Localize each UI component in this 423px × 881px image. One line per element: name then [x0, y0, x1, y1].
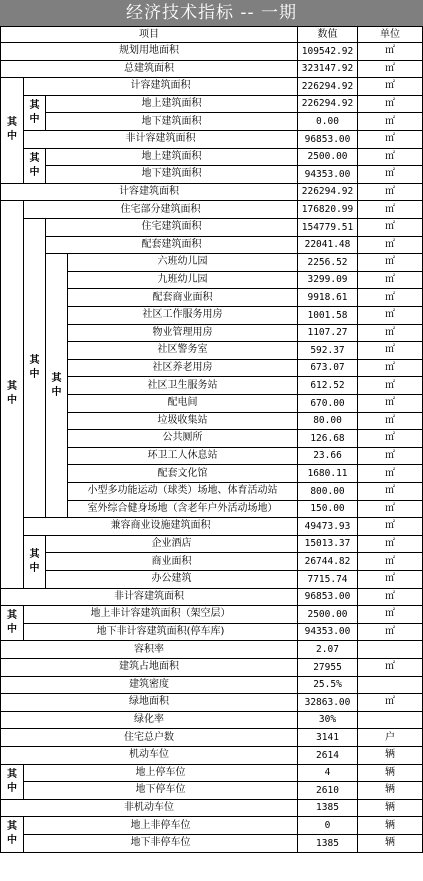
row-unit: ㎡ [358, 448, 423, 466]
row-label: 地上建筑面积 [46, 96, 298, 114]
qizhong-group-label [0, 817, 24, 852]
row-label: 配套文化馆 [68, 465, 298, 483]
row-unit: ㎡ [358, 571, 423, 589]
qizhong-group-label [24, 149, 46, 184]
qizhong-char: 中 [29, 562, 40, 574]
qizhong-char: 中 [7, 131, 17, 143]
row-label: 计容建筑面积 [24, 78, 298, 96]
row-value: 22041.48 [298, 237, 358, 255]
row-value: 80.00 [298, 413, 358, 431]
row-unit: ㎡ [358, 589, 423, 607]
row-unit: ㎡ [358, 43, 423, 61]
qizhong-char: 其 [29, 355, 40, 367]
row-value: 612.52 [298, 377, 358, 395]
row-value: 323147.92 [298, 61, 358, 79]
qizhong-group-label [24, 219, 46, 518]
row-value: 226294.92 [298, 184, 358, 202]
qizhong-char: 中 [51, 386, 62, 398]
row-label: 建筑密度 [0, 677, 298, 695]
row-unit: ㎡ [358, 272, 423, 290]
row-unit: ㎡ [358, 518, 423, 536]
row-label: 配套建筑面积 [46, 237, 298, 255]
qizhong-char: 其 [29, 152, 40, 164]
row-label: 住宅建筑面积 [46, 219, 298, 237]
row-value: 673.07 [298, 360, 358, 378]
row-label: 规划用地面积 [0, 43, 298, 61]
qizhong-group-label [46, 254, 68, 518]
qizhong-char: 中 [7, 624, 17, 636]
row-value: 1001.58 [298, 307, 358, 325]
row-unit: ㎡ [358, 465, 423, 483]
row-value: 32863.00 [298, 694, 358, 712]
row-unit: ㎡ [358, 113, 423, 131]
row-label: 地下非停车位 [24, 835, 298, 853]
qizhong-char: 其 [29, 99, 40, 111]
row-unit: ㎡ [358, 325, 423, 343]
row-value: 94353.00 [298, 624, 358, 642]
row-value: 1107.27 [298, 325, 358, 343]
qizhong-char: 其 [7, 381, 17, 393]
row-label: 绿化率 [0, 712, 298, 730]
qizhong-char: 中 [29, 166, 40, 178]
qizhong-group-label [0, 606, 24, 641]
qizhong-group-label [24, 536, 46, 589]
row-label: 社区警务室 [68, 342, 298, 360]
row-label: 容积率 [0, 641, 298, 659]
qizhong-char: 其 [29, 548, 40, 560]
row-unit: 辆 [358, 835, 423, 853]
row-label: 垃圾收集站 [68, 413, 298, 431]
qizhong-char: 其 [7, 768, 17, 780]
row-label: 社区养老用房 [68, 360, 298, 378]
row-unit: ㎡ [358, 694, 423, 712]
row-value: 94353.00 [298, 166, 358, 184]
row-unit: 户 [358, 729, 423, 747]
row-value: 2.07 [298, 641, 358, 659]
row-unit: ㎡ [358, 131, 423, 149]
row-label: 地上非停车位 [24, 817, 298, 835]
row-label: 建筑占地面积 [0, 659, 298, 677]
row-value: 96853.00 [298, 589, 358, 607]
row-unit: ㎡ [358, 307, 423, 325]
row-label: 地下建筑面积 [46, 113, 298, 131]
row-value: 25.5% [298, 677, 358, 695]
row-label: 地上建筑面积 [46, 149, 298, 167]
qizhong-char: 中 [7, 835, 17, 847]
row-value: 2610 [298, 782, 358, 800]
row-label: 物业管理用房 [68, 325, 298, 343]
row-unit: ㎡ [358, 149, 423, 167]
row-label: 办公建筑 [46, 571, 298, 589]
row-value: 1385 [298, 835, 358, 853]
row-value: 96853.00 [298, 131, 358, 149]
row-label: 社区卫生服务站 [68, 377, 298, 395]
qizhong-group-label [0, 765, 24, 800]
qizhong-group-label [0, 201, 24, 588]
row-label: 非机动车位 [0, 800, 298, 818]
row-unit: ㎡ [358, 61, 423, 79]
row-value: 27955 [298, 659, 358, 677]
row-unit: ㎡ [358, 289, 423, 307]
row-value: 1385 [298, 800, 358, 818]
qizhong-char: 中 [29, 113, 40, 125]
row-label: 兼容商业设施建筑面积 [24, 518, 298, 536]
row-value: 150.00 [298, 501, 358, 519]
row-unit: ㎡ [358, 201, 423, 219]
row-value: 226294.92 [298, 78, 358, 96]
qizhong-char: 其 [7, 610, 17, 622]
row-value: 109542.92 [298, 43, 358, 61]
row-unit: ㎡ [358, 413, 423, 431]
qizhong-char: 中 [7, 782, 17, 794]
row-label: 商业面积 [46, 553, 298, 571]
header-unit: 单位 [358, 27, 423, 43]
row-value: 9918.61 [298, 289, 358, 307]
row-label: 总建筑面积 [0, 61, 298, 79]
row-value: 30% [298, 712, 358, 730]
row-label: 地下非计容建筑面积(停车库) [24, 624, 298, 642]
row-unit: ㎡ [358, 395, 423, 413]
qizhong-char: 其 [7, 821, 17, 833]
row-unit: 辆 [358, 747, 423, 765]
row-value: 26744.82 [298, 553, 358, 571]
row-value: 1680.11 [298, 465, 358, 483]
row-value: 4 [298, 765, 358, 783]
row-unit: 辆 [358, 800, 423, 818]
row-value: 0.00 [298, 113, 358, 131]
row-label: 住宅总户数 [0, 729, 298, 747]
qizhong-char: 其 [7, 117, 17, 129]
row-value: 2500.00 [298, 606, 358, 624]
row-unit: ㎡ [358, 254, 423, 272]
row-value: 0 [298, 817, 358, 835]
row-unit: ㎡ [358, 624, 423, 642]
row-value: 3141 [298, 729, 358, 747]
row-unit: ㎡ [358, 659, 423, 677]
row-value: 154779.51 [298, 219, 358, 237]
row-value: 49473.93 [298, 518, 358, 536]
row-unit: ㎡ [358, 360, 423, 378]
row-label: 九班幼儿园 [68, 272, 298, 290]
qizhong-group-label [0, 78, 24, 184]
row-label: 地上非计容建筑面积（架空层） [24, 606, 298, 624]
row-unit: ㎡ [358, 184, 423, 202]
row-unit: ㎡ [358, 553, 423, 571]
row-unit: 辆 [358, 765, 423, 783]
row-label: 非计容建筑面积 [0, 589, 298, 607]
row-unit: ㎡ [358, 606, 423, 624]
row-unit: ㎡ [358, 96, 423, 114]
row-unit [358, 641, 423, 659]
row-label: 公共厕所 [68, 430, 298, 448]
row-value: 2614 [298, 747, 358, 765]
row-label: 绿地面积 [0, 694, 298, 712]
row-unit: ㎡ [358, 78, 423, 96]
row-label: 计容建筑面积 [0, 184, 298, 202]
row-label: 企业酒店 [46, 536, 298, 554]
row-value: 592.37 [298, 342, 358, 360]
row-value: 800.00 [298, 483, 358, 501]
row-label: 地上停车位 [24, 765, 298, 783]
row-unit [358, 712, 423, 730]
row-label: 非计容建筑面积 [24, 131, 298, 149]
row-unit: 辆 [358, 817, 423, 835]
row-value: 7715.74 [298, 571, 358, 589]
row-label: 环卫工人休息站 [68, 448, 298, 466]
row-unit [358, 677, 423, 695]
qizhong-group-label [24, 96, 46, 131]
row-label: 社区工作服务用房 [68, 307, 298, 325]
row-value: 3299.09 [298, 272, 358, 290]
row-label: 室外综合健身场地（含老年户外活动场地） [68, 501, 298, 519]
row-unit: ㎡ [358, 483, 423, 501]
header-value: 数值 [298, 27, 358, 43]
row-unit: ㎡ [358, 219, 423, 237]
row-label: 地下建筑面积 [46, 166, 298, 184]
qizhong-char: 中 [29, 369, 40, 381]
row-label: 配套商业面积 [68, 289, 298, 307]
row-label: 地下停车位 [24, 782, 298, 800]
row-unit: ㎡ [358, 501, 423, 519]
qizhong-char: 其 [51, 372, 62, 384]
row-label: 小型多功能运动（球类）场地、体育活动站 [68, 483, 298, 501]
header-item: 项目 [0, 27, 298, 43]
row-value: 15013.37 [298, 536, 358, 554]
row-unit: ㎡ [358, 237, 423, 255]
row-label: 配电间 [68, 395, 298, 413]
row-value: 126.68 [298, 430, 358, 448]
row-label: 住宅部分建筑面积 [24, 201, 298, 219]
row-value: 2256.52 [298, 254, 358, 272]
row-unit: 辆 [358, 782, 423, 800]
sheet-title: 经济技术指标 -- 一期 [0, 0, 423, 27]
row-value: 226294.92 [298, 96, 358, 114]
row-value: 2500.00 [298, 149, 358, 167]
row-unit: ㎡ [358, 166, 423, 184]
row-value: 176820.99 [298, 201, 358, 219]
row-label: 机动车位 [0, 747, 298, 765]
row-value: 23.66 [298, 448, 358, 466]
row-unit: ㎡ [358, 430, 423, 448]
row-value: 670.00 [298, 395, 358, 413]
row-unit: ㎡ [358, 536, 423, 554]
row-unit: ㎡ [358, 342, 423, 360]
row-unit: ㎡ [358, 377, 423, 395]
qizhong-char: 中 [7, 395, 17, 407]
row-label: 六班幼儿园 [68, 254, 298, 272]
